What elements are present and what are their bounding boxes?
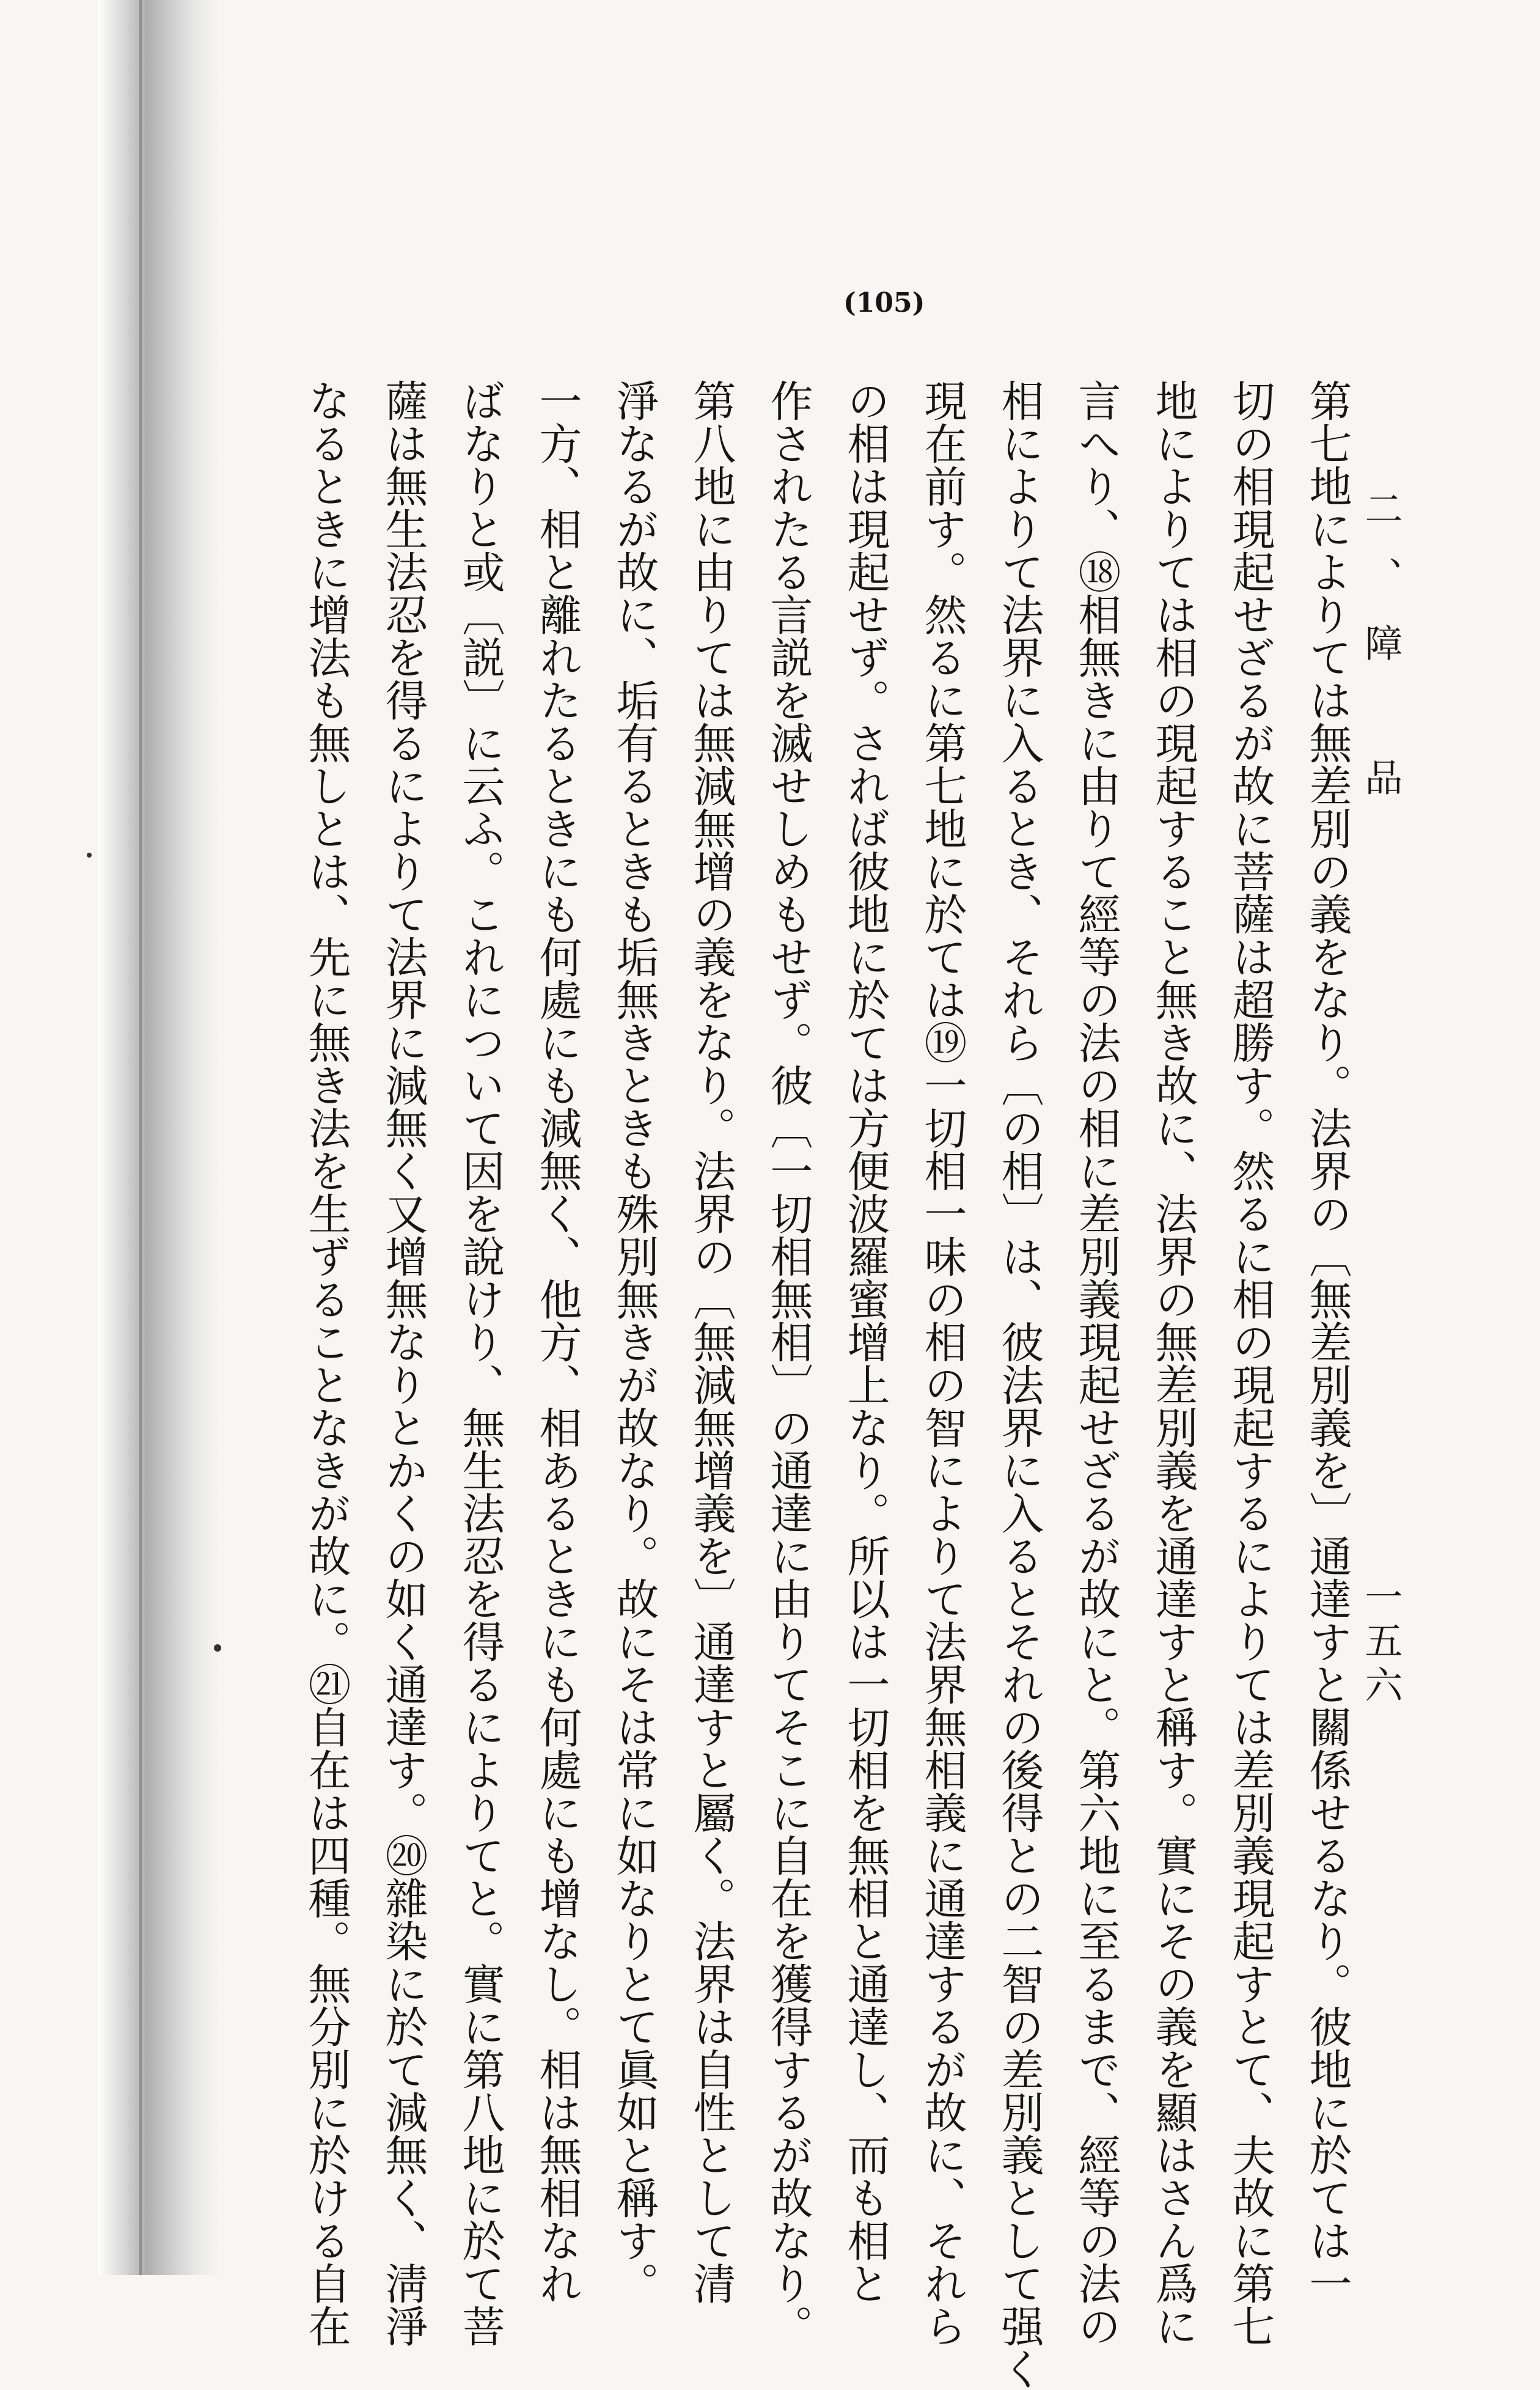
binding-rule <box>139 0 142 2275</box>
text-line: 第七地によりては無差別の義をなり。法界の〔無差別義を〕通達すと關係せるなり。彼地に於ては一 <box>1302 379 1352 2304</box>
text-line: 作されたる言説を滅せしめもせず。彼〔一切相無相〕の通達に由りてそこに自在を獲得するが故なり。 <box>763 379 813 2347</box>
text-line: なるときに增法も無しとは、先に無き法を生ずることなきが故に。㉑自在は四種。無分別に於ける自在 <box>301 379 351 2347</box>
print-speck <box>214 1644 221 1652</box>
text-line: 薩は無生法忍を得るによりて法界に減無く又增無なりとかくの如く通達す。⑳雜染に於て減無く、淸淨 <box>378 379 428 2347</box>
text-line: 言へり、⑱相無きに由りて經等の法の相に差別義現起せざるが故にと。第六地に至るまで、經等の法の <box>1071 379 1121 2347</box>
text-line: 第八地に由りては無減無增の義をなり。法界の〔無減無增義を〕通達すと屬く。法界は自性として清 <box>686 379 736 2304</box>
text-line: の相は現起せず。されば彼地に於ては方便波羅蜜增上なり。所以は一切相を無相と通達し、而も相と <box>840 379 890 2304</box>
text-line: 淨なるが故に、垢有るときも垢無きときも殊別無きが故なり。故にそは常に如なりとて眞如と稱す。 <box>609 379 659 2304</box>
plate-number: (105) <box>843 287 925 318</box>
body-text <box>288 379 1366 2390</box>
text-line: 現在前す。然るに第七地に於ては⑲一切相一味の相の智によりて法界無相義に通達するが故に、それら <box>917 379 967 2347</box>
binding-gutter-shadow <box>98 0 220 2275</box>
text-line: ばなりと或〔説〕に云ふ。これについて因を說けり、無生法忍を得るによりてと。實に第八地に於て菩 <box>455 379 505 2347</box>
print-speck <box>87 853 92 858</box>
text-line: 地によりては相の現起すること無き故に、法界の無差別義を通達すと稱す。實にその義を顯はさん爲に <box>1148 379 1198 2347</box>
text-line: 切の相現起せざるが故に菩薩は超勝す。然るに相の現起するによりては差別義現起すとて、夫故に第七 <box>1225 379 1275 2347</box>
text-line: 相によりて法界に入るとき、それら〔の相〕は、彼法界に入るとそれの後得との二智の差別義として强く <box>994 379 1044 2390</box>
page-number: 一五六 <box>1358 1577 1403 1709</box>
running-head: 二、障 品 <box>1358 489 1403 825</box>
text-line: 一方、相と離れたるときにも何處にも減無く、他方、相あるときにも何處にも增なし。相は無相なれ <box>532 379 582 2304</box>
